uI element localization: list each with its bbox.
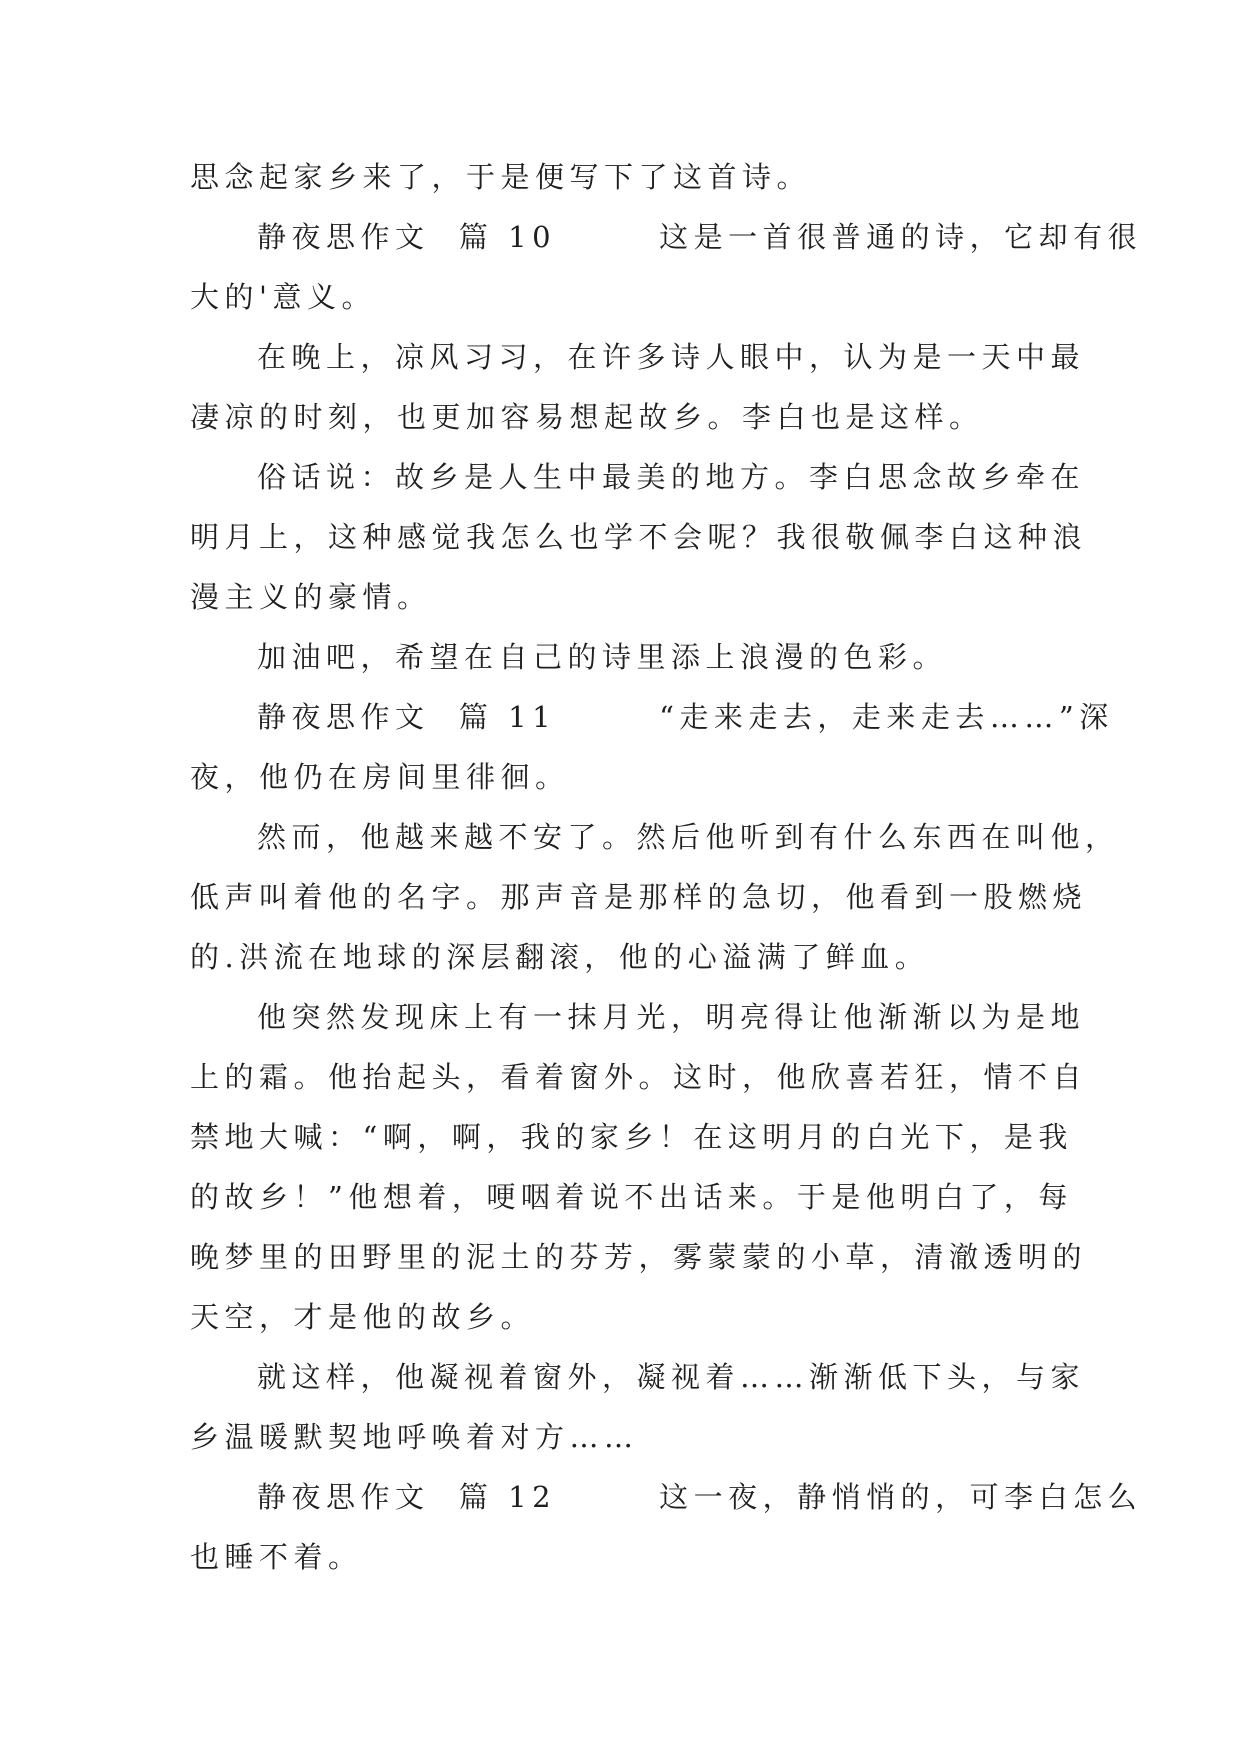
text-line: 上的霜。他抬起头，看着窗外。这时，他欣喜若狂，情不自 (190, 1060, 1088, 1094)
text-line: 低声叫着他的名字。那声音是那样的急切，他看到一股燃烧 (190, 880, 1088, 914)
text-line: 他突然发现床上有一抹月光，明亮得让他渐渐以为是地 (257, 1000, 1086, 1034)
article-body (190, 147, 1143, 1587)
text-line: 然而，他越来越不安了。然后他听到有什么东西在叫他， (257, 820, 1120, 854)
text-line: 加油吧，希望在自己的诗里添上浪漫的色彩。 (257, 640, 948, 674)
text-line: 思念起家乡来了，于是便写下了这首诗。 (190, 160, 812, 194)
text-line: 晚梦里的田野里的泥土的芬芳，雾蒙蒙的小草，清澈透明的 (190, 1240, 1088, 1274)
text-line: 凄凉的时刻，也更加容易想起故乡。李白也是这样。 (190, 400, 984, 434)
text-line: 也睡不着。 (190, 1540, 363, 1574)
text-line: 在晚上，凉风习习，在许多诗人眼中，认为是一天中最 (257, 340, 1086, 374)
section-heading-10: 静夜思作文 篇 10 这是一首很普通的诗，它却有很 (257, 220, 1143, 254)
text-line: 夜，他仍在房间里徘徊。 (190, 760, 570, 794)
text-line: 的.洪流在地球的深层翻滚，他的心溢满了鲜血。 (190, 940, 930, 974)
text-line: 大的'意义。 (190, 280, 376, 314)
section-heading-12: 静夜思作文 篇 12 这一夜，静悄悄的，可李白怎么 (257, 1480, 1143, 1514)
text-line: 俗话说：故乡是人生中最美的地方。李白思念故乡牵在 (257, 460, 1086, 494)
text-line: 明月上，这种感觉我怎么也学不会呢？我很敬佩李白这种浪 (190, 520, 1088, 554)
text-line: 乡温暖默契地呼唤着对方…… (190, 1420, 639, 1454)
text-line: 禁地大喊：“啊，啊，我的家乡！在这明月的白光下，是我 (190, 1120, 1073, 1154)
text-line: 漫主义的豪情。 (190, 580, 432, 614)
text-line: 天空，才是他的故乡。 (190, 1300, 536, 1334)
section-heading-11: 静夜思作文 篇 11 “走来走去，走来走去……”深 (257, 700, 1114, 734)
text-line: 就这样，他凝视着窗外，凝视着……渐渐低下头，与家 (257, 1360, 1086, 1394)
text-line: 的故乡！”他想着，哽咽着说不出话来。于是他明白了，每 (190, 1180, 1073, 1214)
